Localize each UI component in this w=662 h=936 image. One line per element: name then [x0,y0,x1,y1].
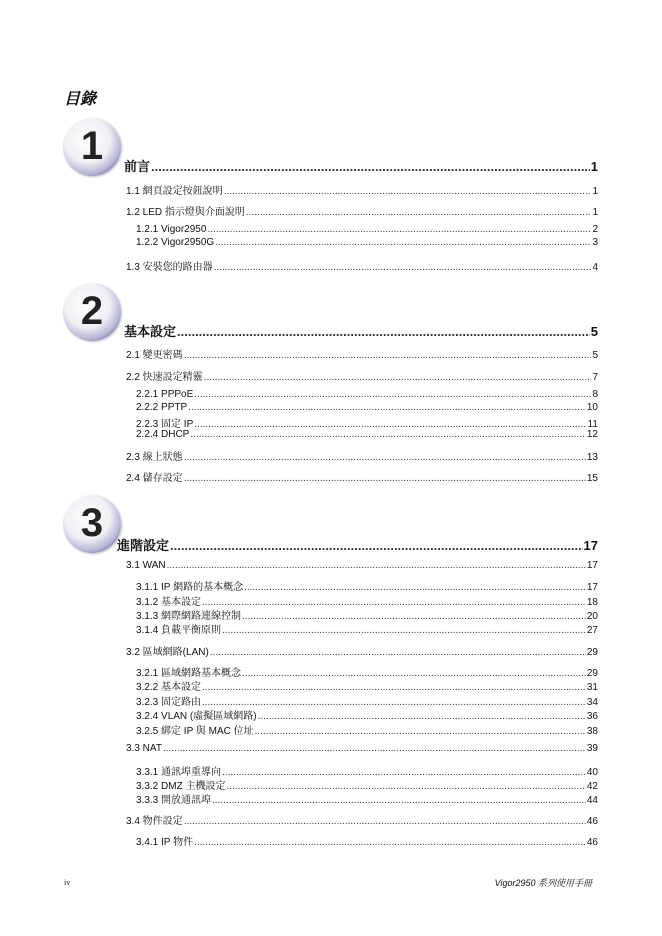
entry-text: 3.4 物件設定 [126,816,183,827]
toc-entry[interactable] [126,812,598,827]
entry-text: 2.1 變更密碼 [126,350,183,361]
entry-page: 7 [592,372,598,383]
leader-dots [204,372,592,383]
leader-dots [212,795,586,806]
entry-text: 3.1.2 基本設定 [136,597,202,608]
toc-entry[interactable] [136,593,598,608]
entry-page: 46 [586,816,598,827]
leader-dots [190,429,586,440]
toc-entry[interactable] [136,237,598,248]
leader-dots [194,389,591,400]
entry-page: 1 [592,207,598,218]
leader-dots [258,711,586,722]
toc-entry[interactable] [136,578,598,593]
entry-page: 44 [586,795,598,806]
entry-text: 1.2 LED 指示燈與介面說明 [126,207,245,218]
chapter-2-badge [63,283,121,341]
toc-entry[interactable] [136,607,598,622]
entry-page: 38 [586,726,598,737]
toc-entry[interactable] [136,763,598,778]
entry-page: 1 [592,186,598,197]
chapter-2-title: 基本設定 [124,324,177,339]
leader-dots [202,682,586,693]
toc-entry[interactable] [136,707,598,722]
leader-dots [255,726,586,737]
entry-text: 3.2.3 固定路由 [136,697,202,708]
leader-dots [184,452,586,463]
toc-entry[interactable] [126,258,598,273]
entry-page: 17 [586,582,598,593]
chapter-2-number: 2 [80,289,104,333]
toc-entry[interactable] [136,722,598,737]
footer-page-number: iv [64,878,71,887]
leader-dots [167,560,586,571]
entry-text: 1.1 網頁設定按鈕說明 [126,186,223,197]
leader-dots [163,743,586,754]
chapter-3-badge [63,495,121,553]
entry-text: 3.2 區域網路(LAN) [126,647,209,658]
leader-dots [222,625,586,636]
leader-dots [207,224,591,235]
entry-text: 2.2 快速設定精靈 [126,372,203,383]
entry-text: 3.1.4 負載平衡原則 [136,625,222,636]
leader-dots [188,402,586,413]
chapter-3-heading[interactable] [117,535,598,554]
toc-entry[interactable] [126,182,598,197]
chapter-3-page: 17 [583,538,598,553]
entry-text: 3.3 NAT [126,743,162,754]
entry-page: 8 [592,389,598,400]
entry-text: 3.2.1 區域網路基本概念 [136,668,242,679]
entry-page: 12 [586,429,598,440]
leader-dots [184,816,586,827]
chapter-1-page: 1 [590,159,598,174]
toc-entry[interactable] [136,693,598,708]
toc-entry[interactable] [136,791,598,806]
entry-text: 1.2.2 Vigor2950G [136,237,215,248]
toc-entry[interactable] [136,664,598,679]
entry-page: 29 [586,647,598,658]
chapter-1-badge [63,118,121,176]
toc-entry[interactable] [126,469,598,484]
toc-entry[interactable] [136,621,598,636]
entry-page: 5 [592,350,598,361]
leader-dots [151,159,590,174]
entry-page: 3 [592,237,598,248]
leader-dots [210,647,586,658]
toc-entry[interactable] [136,777,598,792]
entry-page: 36 [586,711,598,722]
entry-page: 27 [586,625,598,636]
entry-page: 18 [586,597,598,608]
chapter-3-title: 進階設定 [117,538,170,553]
entry-text: 3.1.1 IP 網路的基本概念 [136,582,244,593]
chapter-1-heading[interactable] [124,156,598,175]
entry-text: 3.1 WAN [126,560,166,571]
toc-entry[interactable] [136,415,598,430]
entry-page: 4 [592,262,598,273]
entry-text: 2.4 儲存設定 [126,473,183,484]
toc-entry[interactable] [136,678,598,693]
chapter-1-title: 前言 [124,159,151,174]
leader-dots [184,350,592,361]
entry-text: 2.2.2 PPTP [136,402,188,413]
entry-text: 1.2.1 Vigor2950 [136,224,207,235]
leader-dots [244,582,586,593]
leader-dots [215,237,591,248]
entry-page: 13 [586,452,598,463]
entry-text: 2.2.1 PPPoE [136,389,194,400]
toc-entry[interactable] [136,224,598,235]
entry-text: 3.3.3 開放通訊埠 [136,795,212,806]
entry-text: 2.3 線上狀態 [126,452,183,463]
toc-entry[interactable] [136,389,598,400]
chapter-2-page: 5 [590,324,598,339]
toc-entry[interactable] [126,368,598,383]
entry-text: 2.2.4 DHCP [136,429,190,440]
chapter-3-number: 3 [80,501,104,545]
toc-title: 目錄 [64,89,97,108]
entry-page: 17 [586,560,598,571]
entry-page: 29 [586,668,598,679]
entry-text: 2.2.3 固定 IP [136,419,194,430]
leader-dots [214,262,592,273]
entry-page: 34 [586,697,598,708]
footer-manual-title: Vigor2950 系列使用手冊 [494,878,592,888]
entry-text: 1.3 安裝您的路由器 [126,262,213,273]
entry-page: 39 [586,743,598,754]
entry-text: 3.2.2 基本設定 [136,682,202,693]
leader-dots [194,837,586,848]
toc-entry[interactable] [126,743,598,754]
toc-entry[interactable] [126,346,598,361]
entry-page: 31 [586,682,598,693]
entry-page: 2 [592,224,598,235]
leader-dots [224,186,592,197]
leader-dots [170,538,583,553]
entry-text: 3.3.1 通訊埠重導向 [136,767,222,778]
leader-dots [177,324,590,339]
toc-entry[interactable] [136,429,598,440]
chapter-1-number: 1 [80,124,104,168]
entry-text: 3.3.2 DMZ 主機設定 [136,781,226,792]
chapter-2-heading[interactable] [124,321,598,340]
entry-text: 3.2.5 綁定 IP 與 MAC 位址 [136,726,254,737]
entry-page: 10 [586,402,598,413]
toc-entry[interactable] [126,560,598,571]
entry-page: 40 [586,767,598,778]
entry-page: 46 [586,837,598,848]
entry-text: 3.4.1 IP 物件 [136,837,194,848]
leader-dots [184,473,586,484]
entry-page: 20 [586,611,598,622]
entry-text: 3.2.4 VLAN (虛擬區域網路) [136,711,257,722]
toc-entry[interactable] [126,203,598,218]
toc-entry[interactable] [126,643,598,658]
entry-page: 11 [587,419,598,430]
entry-page: 42 [586,781,598,792]
toc-entry[interactable] [126,448,598,463]
leader-dots [246,207,592,218]
toc-entry[interactable] [136,833,598,848]
entry-text: 3.1.3 網際網路連線控制 [136,611,242,622]
entry-page: 15 [586,473,598,484]
toc-entry[interactable] [136,402,598,413]
